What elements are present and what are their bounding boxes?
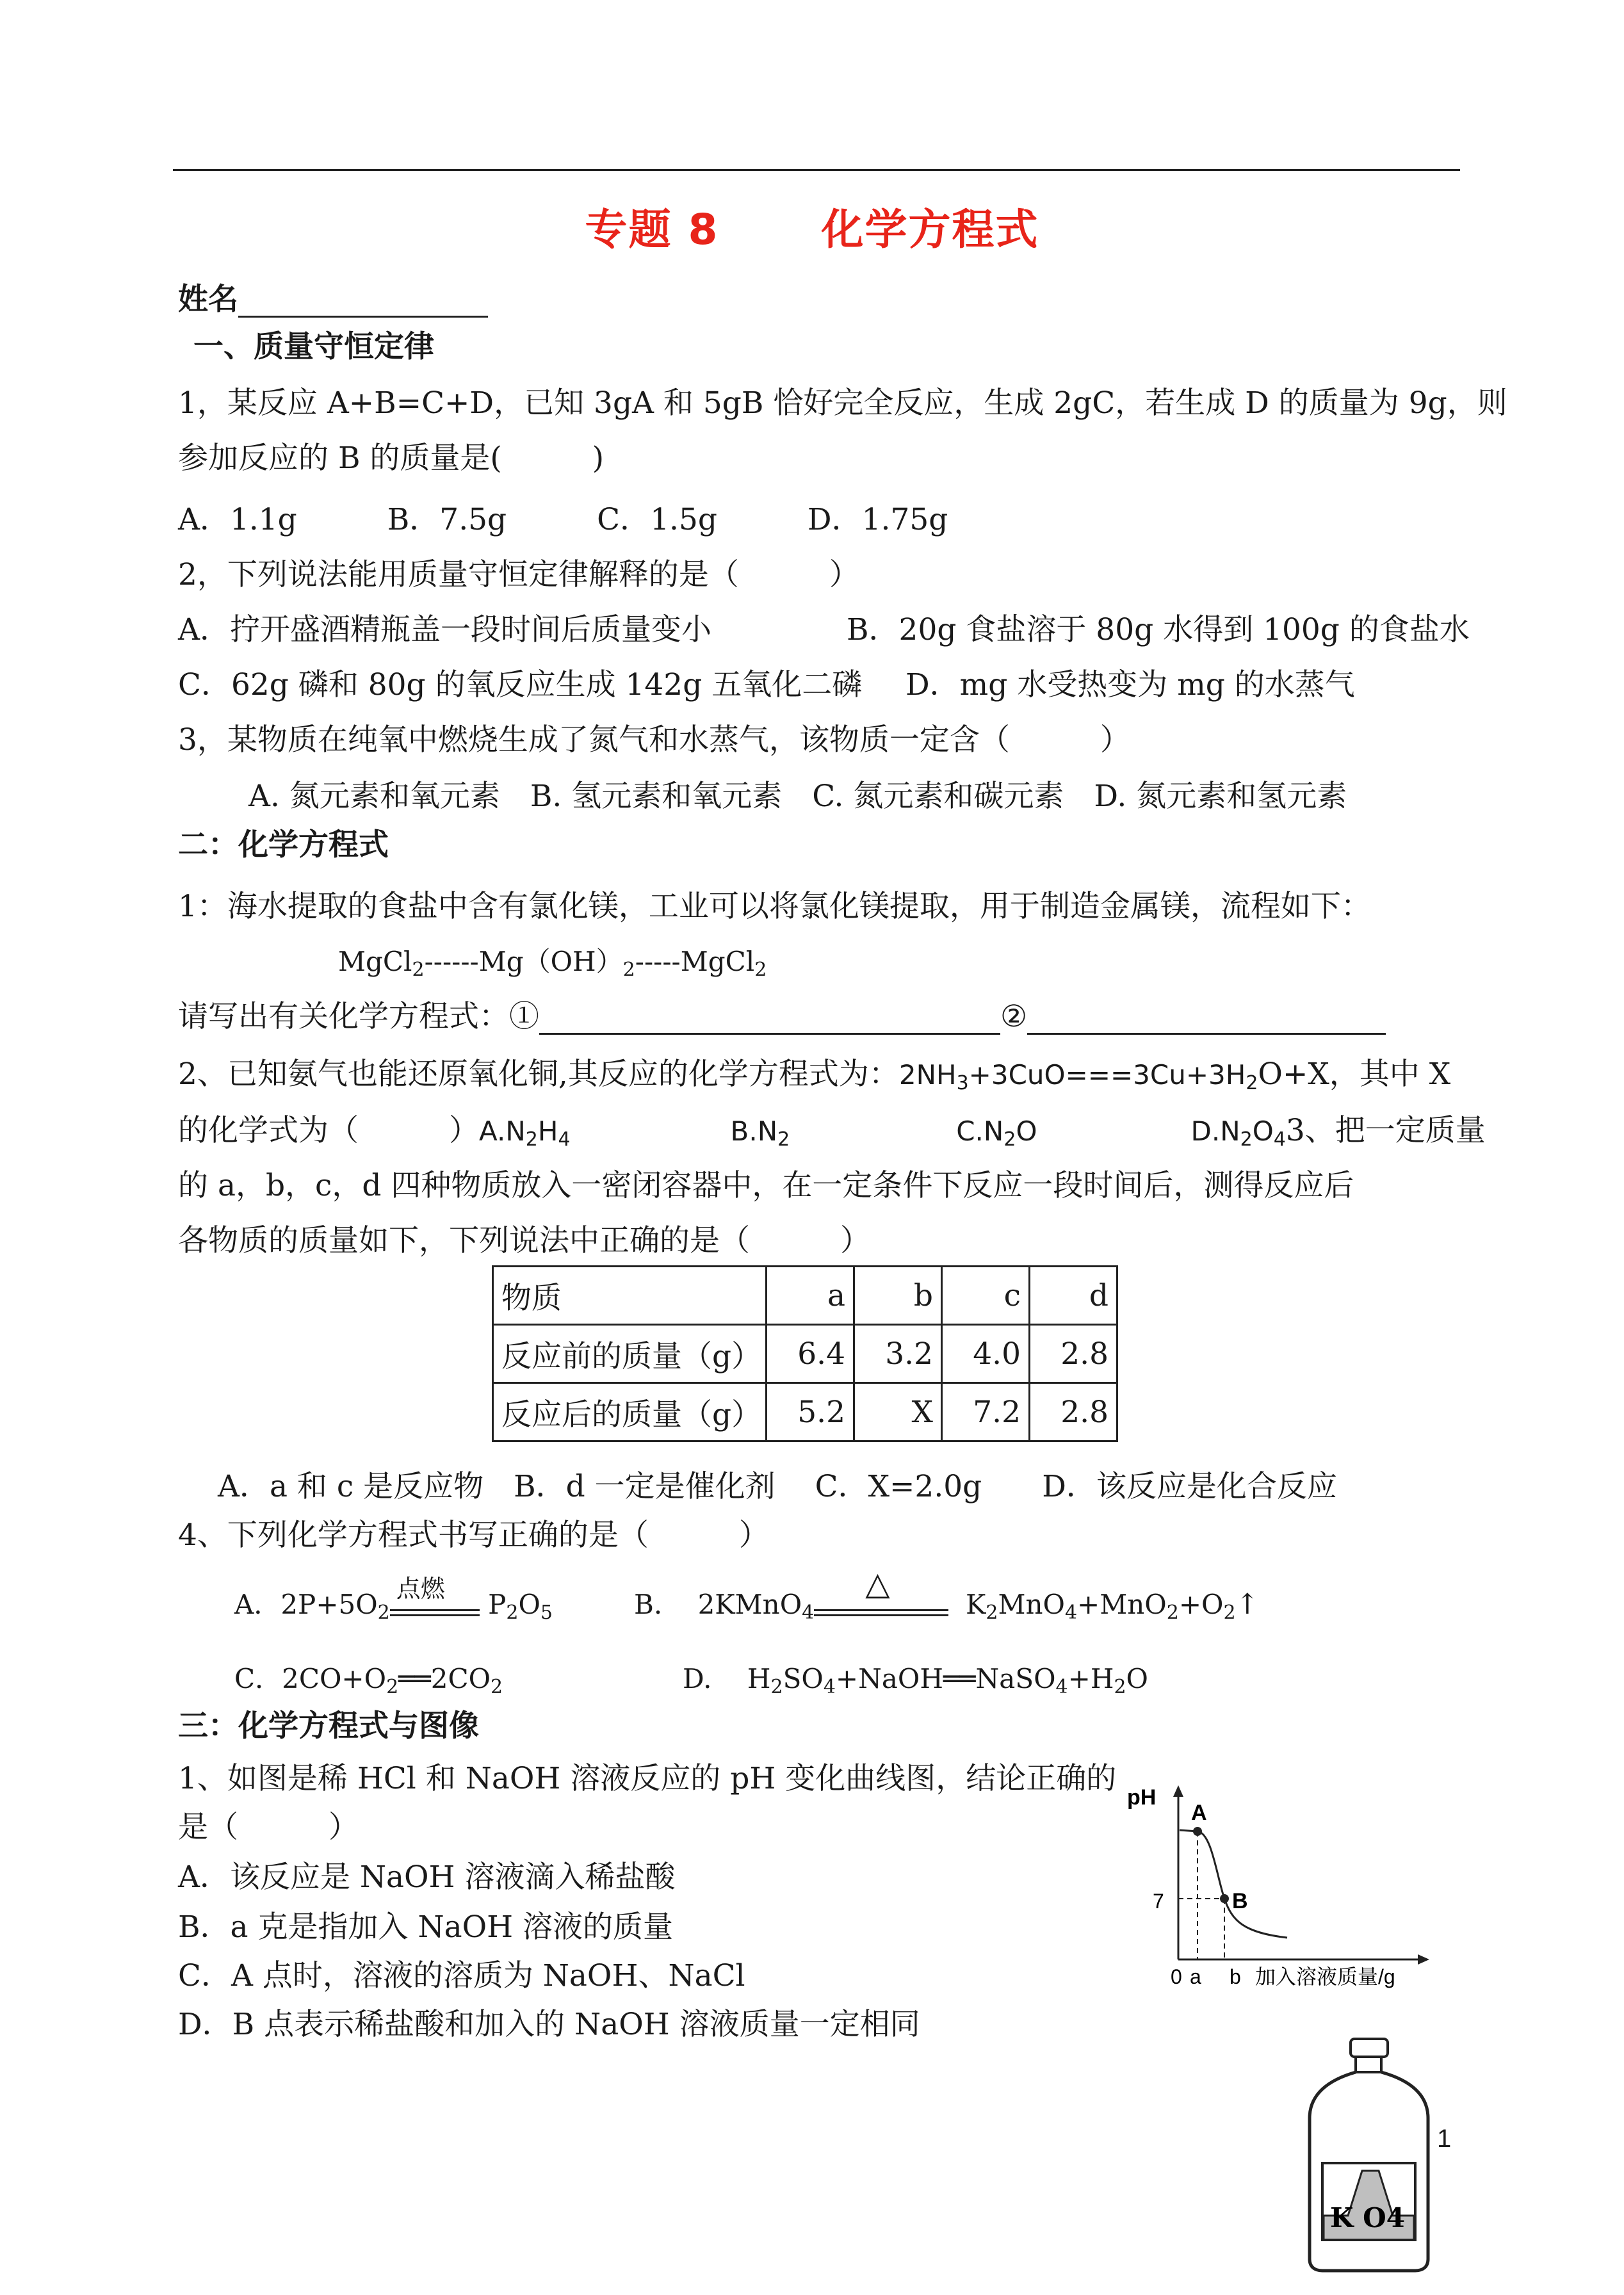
q3-1-option-d: D．B 点表示稀盐酸和加入的 NaOH 溶液质量一定相同 [178,2007,920,2042]
section-2-heading: 二：化学方程式 [178,827,389,863]
q1-2-option-c: C．62g 磷和 80g 的氧反应生成 142g 五氧化二磷 [178,667,863,702]
y-axis-arrow [1173,1785,1183,1797]
table-cell: 反应后的质量（g） [493,1383,767,1441]
table-cell: a [767,1267,854,1325]
q3-1-option-c: C．A 点时，溶液的溶质为 NaOH、NaCl [178,1958,745,1993]
table-cell: 7.2 [942,1383,1030,1441]
x-tick-label-a: a [1190,1965,1201,1988]
q1-2-option-b: B．20g 食盐溶于 80g 水得到 100g 的食盐水 [847,612,1470,647]
q2-4-option-b: B. 2KMnO$_4$ △ $K_2MnO_4+MnO_2+O_2↑$ [634,1565,1260,1624]
table-row [493,1267,1117,1325]
name-field[interactable]: 姓名 [178,282,488,318]
q1-2-option-a: A．拧开盛酒精瓶盖一段时间后质量变小 [178,612,711,647]
table-cell: c [942,1267,1030,1325]
q3-1-stem: 1、如图是稀 HCl 和 NaOH 溶液反应的 pH 变化曲线图，结论正确的 [178,1761,1117,1796]
bottle-label-text: K O4 [1330,2202,1405,2234]
point-a-label: A [1191,1801,1207,1825]
page-title: 专题 8 化学方程式 [585,205,1039,254]
table-cell: X [854,1383,942,1441]
page-number: 1 [1437,2125,1452,2153]
point-b-label: B [1232,1889,1248,1913]
q3-1-option-a: A．该反应是 NaOH 溶液滴入稀盐酸 [178,1860,676,1895]
q1-3-stem: 3，某物质在纯氧中燃烧生成了氮气和水蒸气，该物质一定含（ ） [178,722,1130,758]
table-cell: 4.0 [942,1325,1030,1383]
q2-2-line-2: 的化学式为（ ）$A.N_2H_4$ $B.N_2$ $C.N_2O$ $D.N_2O_43$、把一定质量 [178,1113,1486,1151]
answer-blank-2[interactable] [1027,1003,1386,1035]
table-cell: b [854,1267,942,1325]
q2-3-line-4: 各物质的质量如下，下列说法中正确的是（ ） [178,1223,870,1258]
x-tick-label-b: b [1230,1965,1241,1988]
q3-1-stem-2: 是（ ） [178,1810,359,1845]
q1-1-stem-2: 参加反应的 B 的质量是( ) [178,441,605,476]
section-3-heading: 三：化学方程式与图像 [178,1708,479,1744]
table-cell: 反应前的质量（g） [493,1325,767,1383]
header-rule [173,169,1460,171]
table-row [493,1383,1117,1441]
table-cell: 2.8 [1030,1383,1117,1441]
mass-table [492,1265,1118,1442]
q1-1-options: A．1.1g B．7.5g C．1.5g D．1.75g [178,502,948,537]
q2-4-stem: 4、下列化学方程式书写正确的是（ ） [178,1518,769,1553]
bottle-neck [1356,2057,1381,2072]
q2-2-line-1: 2、已知氨气也能还原氧化铜,其反应的化学方程式为：$2NH_3+3CuO===3Cu+3H_2O+X$，其中 X [178,1057,1451,1094]
bottle-stopper [1351,2039,1388,2057]
q1-1-stem: 1，某反应 A+B=C+D，已知 3gA 和 5gB 恰好完全反应，生成 2gC，若生成 D 的质量为 9g，则 [178,385,1507,421]
q2-4-option-d: D. $H_2SO_4+NaOH══NaSO_4+H_2O$ [683,1663,1148,1698]
point-a [1193,1827,1202,1836]
x-axis-arrow [1418,1954,1429,1965]
q1-2-stem: 2，下列说法能用质量守恒定律解释的是（ ） [178,557,859,592]
ph-curve [1180,1830,1287,1938]
ph-curve-chart [1127,1780,1460,1991]
q2-1-stem: 1：海水提取的食盐中含有氯化镁，工业可以将氯化镁提取，用于制造金属镁，流程如下： [178,889,1371,924]
q2-4-option-a: A．$2P+5O_2$ 点燃 $P_2O_5$ [234,1575,553,1624]
q2-3-options: A．a 和 c 是反应物 B．d 一定是催化剂 C．X=2.0g D．该反应是化合反应 [218,1469,1337,1504]
table-cell: d [1030,1267,1117,1325]
reagent-bottle-illustration [1303,2035,1434,2273]
table-cell: 6.4 [767,1325,854,1383]
table-cell: 物质 [493,1267,767,1325]
table-row [493,1325,1117,1383]
x-axis-label: 加入溶液质量/g [1255,1965,1395,1988]
section-1-heading: 一、质量守恒定律 [193,329,434,364]
x-tick-label-0: 0 [1171,1965,1182,1988]
point-b [1220,1894,1229,1903]
y-tick-label: 7 [1153,1890,1164,1913]
table-cell: 3.2 [854,1325,942,1383]
reaction-arrow: 点燃 [390,1594,480,1619]
q2-4-option-c: C．$2CO+O_2══2CO_2$ [234,1663,503,1698]
q3-1-option-b: B．a 克是指加入 NaOH 溶液的质量 [178,1910,674,1945]
y-axis-label: pH [1127,1785,1157,1810]
q1-3-options: A. 氮元素和氧元素 B. 氢元素和氧元素 C. 氮元素和碳元素 D. 氮元素和氢元素 [248,779,1347,814]
q1-2-option-d: D．mg 水受热变为 mg 的水蒸气 [905,667,1355,702]
table-cell: 2.8 [1030,1325,1117,1383]
q2-3-line-3: 的 a，b，c，d 四种物质放入一密闭容器中，在一定条件下反应一段时间后，测得反应后 [178,1168,1354,1203]
answer-blank-1[interactable] [539,1003,1000,1035]
q2-1-flow: $MgCl_2------Mg(OH)_2-----MgCl_2$ [338,946,767,981]
reaction-arrow: △ [814,1594,948,1619]
table-cell: 5.2 [767,1383,854,1441]
q2-1-write: 请写出有关化学方程式：① ② [178,999,1386,1035]
